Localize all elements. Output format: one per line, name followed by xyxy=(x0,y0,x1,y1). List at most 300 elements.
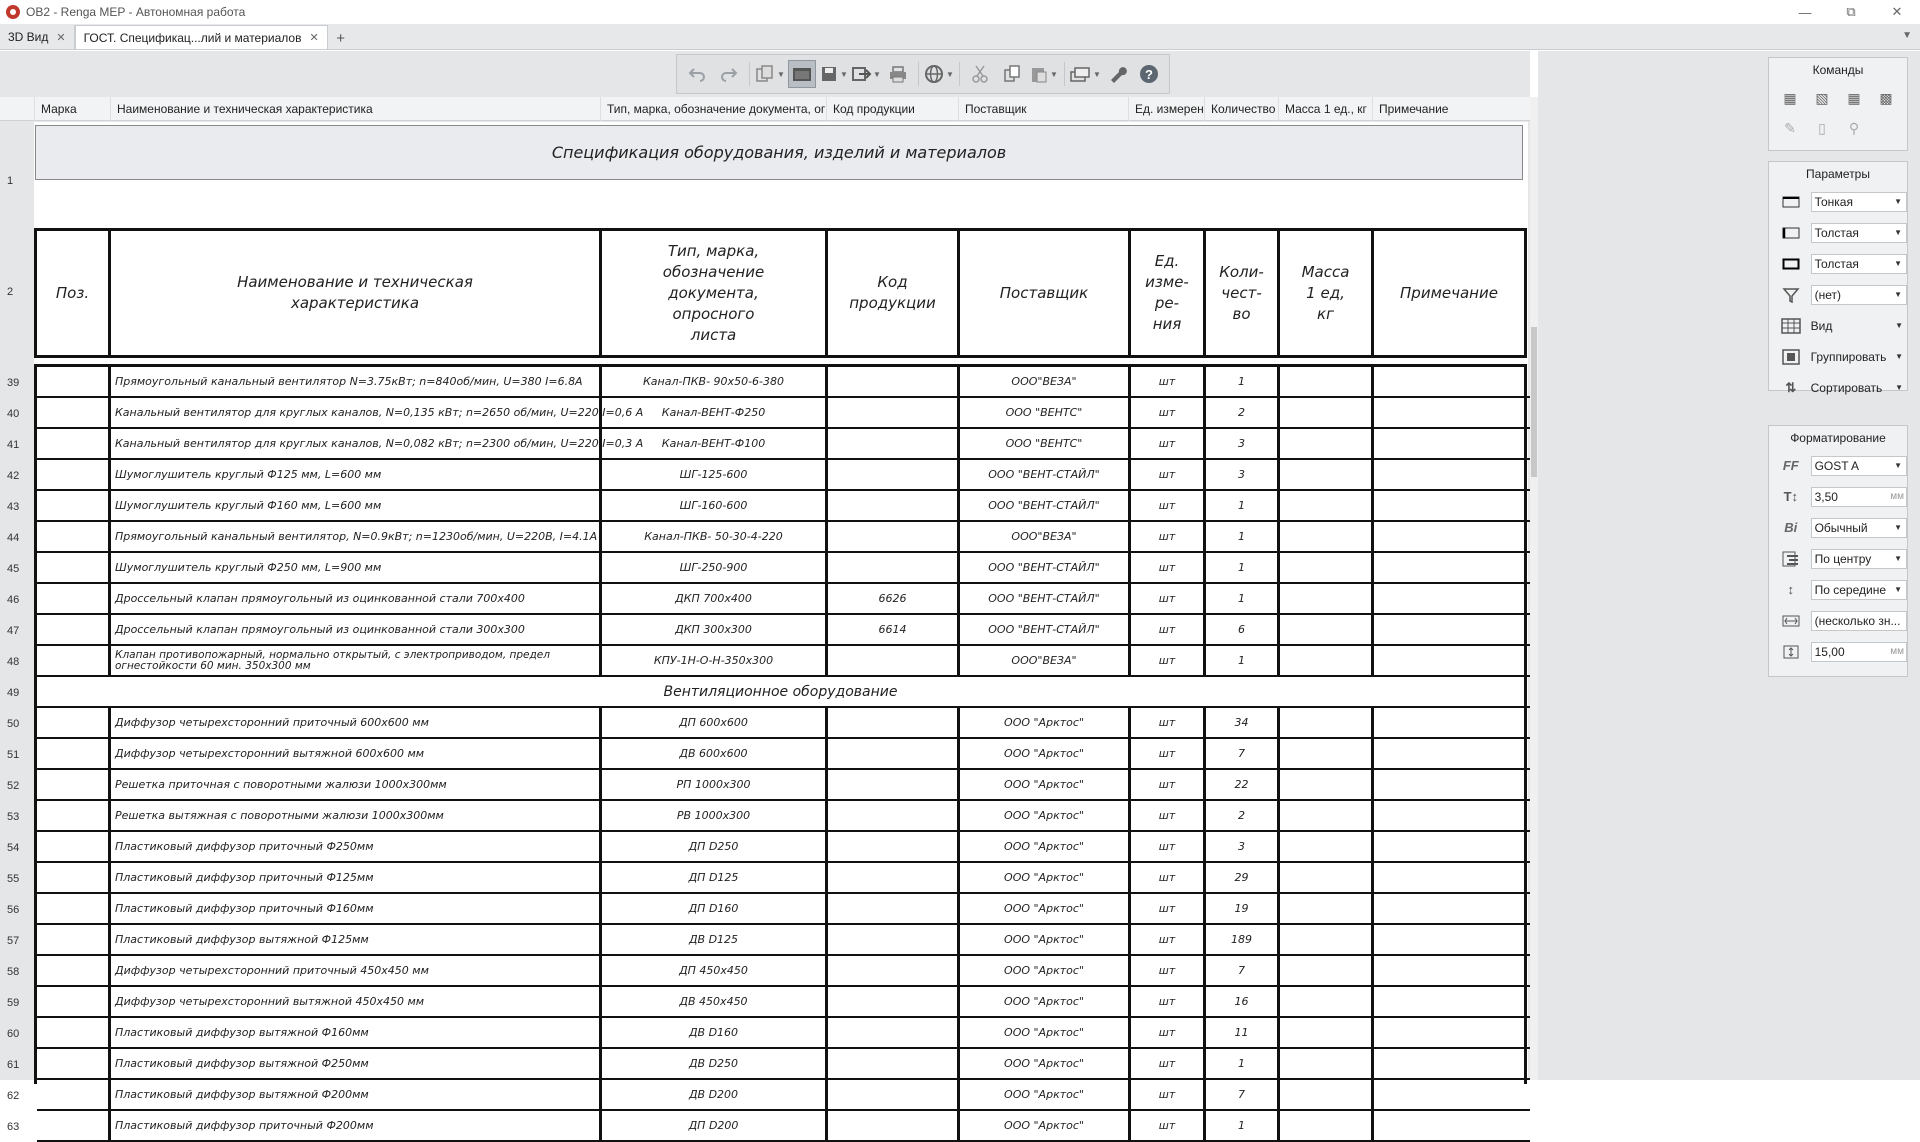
cell-name[interactable]: Диффузор четырехсторонний вытяжной 450x450 мм xyxy=(111,987,602,1016)
cell-pos[interactable] xyxy=(37,646,111,675)
cell-qty[interactable]: 19 xyxy=(1206,894,1280,923)
cell-code[interactable] xyxy=(828,429,960,458)
cell-unit[interactable]: шт xyxy=(1131,615,1206,644)
cell-qty[interactable]: 1 xyxy=(1206,584,1280,613)
cell-name[interactable]: Прямоугольный канальный вентилятор, N=0.9кВт; n=1230об/мин, U=220В, I=4.1A xyxy=(111,522,602,551)
cell-supplier[interactable]: ООО"ВЕЗА" xyxy=(960,367,1131,396)
column-header-unit[interactable]: Ед. измерен xyxy=(1128,97,1204,121)
cell-code[interactable] xyxy=(828,1018,960,1047)
cell-supplier[interactable]: ООО "Арктос" xyxy=(960,739,1131,768)
cell-pos[interactable] xyxy=(37,801,111,830)
cell-note[interactable] xyxy=(1374,770,1524,799)
cell-name[interactable]: Канальный вентилятор для круглых каналов, N=0,082 кВт; n=2300 об/мин, U=220 I=0,3 A xyxy=(111,429,602,458)
cell-mass[interactable] xyxy=(1280,1080,1374,1109)
cell-pos[interactable] xyxy=(37,1049,111,1078)
cell-unit[interactable]: шт xyxy=(1131,708,1206,737)
cell-unit[interactable]: шт xyxy=(1131,491,1206,520)
cell-mass[interactable] xyxy=(1280,739,1374,768)
cell-qty[interactable]: 1 xyxy=(1206,1111,1280,1140)
cell-name[interactable]: Пластиковый диффузор вытяжной Ф200мм xyxy=(111,1080,602,1109)
cell-type[interactable]: Канал-ВЕНТ-Ф100 xyxy=(602,429,828,458)
cell-mass[interactable] xyxy=(1280,956,1374,985)
export-icon[interactable]: ▼ xyxy=(852,60,880,88)
cell-code[interactable] xyxy=(828,894,960,923)
cell-code[interactable] xyxy=(828,956,960,985)
cell-mass[interactable] xyxy=(1280,1049,1374,1078)
cell-type[interactable]: Канал-ПКВ- 50-30-4-220 xyxy=(602,522,828,551)
cell-type[interactable]: ДВ 600x600 xyxy=(602,739,828,768)
cell-type[interactable]: ДКП 700x400 xyxy=(602,584,828,613)
header-qty[interactable]: Коли- чест- во xyxy=(1206,230,1280,356)
row-number[interactable]: 54 xyxy=(7,841,20,854)
cell-type[interactable]: ДВ D160 xyxy=(602,1018,828,1047)
cell-type[interactable]: ДВ D125 xyxy=(602,925,828,954)
paste-icon[interactable]: ▼ xyxy=(1030,60,1058,88)
cell-name[interactable]: Дроссельный клапан прямоугольный из оцинкованной стали 700x400 xyxy=(111,584,602,613)
cell-unit[interactable]: шт xyxy=(1131,1111,1206,1140)
cell-mass[interactable] xyxy=(1280,553,1374,582)
globe-icon[interactable]: ▼ xyxy=(925,60,953,88)
cell-name[interactable]: Пластиковый диффузор приточный Ф200мм xyxy=(111,1111,602,1140)
cell-mass[interactable] xyxy=(1280,367,1374,396)
cell-code[interactable] xyxy=(828,987,960,1016)
cell-supplier[interactable]: ООО "ВЕНТ-СТАЙЛ" xyxy=(960,460,1131,489)
cell-pos[interactable] xyxy=(37,584,111,613)
cell-unit[interactable]: шт xyxy=(1131,894,1206,923)
cell-qty[interactable]: 16 xyxy=(1206,987,1280,1016)
row-number[interactable]: 47 xyxy=(7,624,20,637)
cell-mass[interactable] xyxy=(1280,646,1374,675)
cell-code[interactable] xyxy=(828,739,960,768)
cell-pos[interactable] xyxy=(37,987,111,1016)
cell-type[interactable]: ШГ-160-600 xyxy=(602,491,828,520)
row-number[interactable]: 50 xyxy=(7,717,20,730)
cell-unit[interactable]: шт xyxy=(1131,770,1206,799)
cell-pos[interactable] xyxy=(37,615,111,644)
header-code[interactable]: Код продукции xyxy=(828,230,960,356)
cell-supplier[interactable]: ООО "Арктос" xyxy=(960,1049,1131,1078)
undo-icon[interactable] xyxy=(683,60,711,88)
cell-supplier[interactable]: ООО "ВЕНТС" xyxy=(960,398,1131,427)
cell-note[interactable] xyxy=(1374,801,1524,830)
cell-pos[interactable] xyxy=(37,553,111,582)
cell-note[interactable] xyxy=(1374,553,1524,582)
cell-pos[interactable] xyxy=(37,1111,111,1140)
cell-qty[interactable]: 34 xyxy=(1206,708,1280,737)
cell-code[interactable] xyxy=(828,460,960,489)
cell-code[interactable] xyxy=(828,708,960,737)
split-cells-icon[interactable]: ▩ xyxy=(1879,89,1893,106)
cell-supplier[interactable]: ООО "Арктос" xyxy=(960,770,1131,799)
cell-type[interactable]: ДП D250 xyxy=(602,832,828,861)
cell-mass[interactable] xyxy=(1280,522,1374,551)
row-number[interactable]: 46 xyxy=(7,593,20,606)
cell-mass[interactable] xyxy=(1280,894,1374,923)
cell-pos[interactable] xyxy=(37,708,111,737)
cell-pos[interactable] xyxy=(37,1080,111,1109)
wrench-icon[interactable] xyxy=(1103,60,1131,88)
cell-qty[interactable]: 6 xyxy=(1206,615,1280,644)
cell-note[interactable] xyxy=(1374,429,1524,458)
cell-unit[interactable]: шт xyxy=(1131,522,1206,551)
cell-unit[interactable]: шт xyxy=(1131,553,1206,582)
cell-supplier[interactable]: ООО "Арктос" xyxy=(960,832,1131,861)
cell-type[interactable]: ДВ D200 xyxy=(602,1080,828,1109)
cell-mass[interactable] xyxy=(1280,801,1374,830)
merge-cells-icon[interactable]: ▦ xyxy=(1847,89,1861,106)
cell-note[interactable] xyxy=(1374,1049,1524,1078)
cell-supplier[interactable]: ООО "ВЕНТ-СТАЙЛ" xyxy=(960,615,1131,644)
cell-name[interactable]: Пластиковый диффузор приточный Ф250мм xyxy=(111,832,602,861)
row-number[interactable]: 49 xyxy=(7,686,20,699)
vertical-scrollbar[interactable] xyxy=(1530,97,1538,1080)
cell-note[interactable] xyxy=(1374,615,1524,644)
cell-qty[interactable]: 1 xyxy=(1206,553,1280,582)
column-header-name[interactable]: Наименование и техническая характеристика xyxy=(110,97,600,121)
cell-type[interactable]: ДП D125 xyxy=(602,863,828,892)
row-number[interactable]: 44 xyxy=(7,531,20,544)
cell-type[interactable]: ДП D160 xyxy=(602,894,828,923)
cell-code[interactable] xyxy=(828,553,960,582)
cell-name[interactable]: Шумоглушитель круглый Ф160 мм, L=600 мм xyxy=(111,491,602,520)
column-header-type[interactable]: Тип, марка, обозначение документа, ог xyxy=(600,97,826,121)
cell-qty[interactable]: 2 xyxy=(1206,801,1280,830)
cell-pos[interactable] xyxy=(37,367,111,396)
header-mass[interactable]: Масса 1 ед, кг xyxy=(1280,230,1374,356)
wrap-input[interactable]: (несколько зн... xyxy=(1811,611,1907,631)
column-header-mass[interactable]: Масса 1 ед., кг xyxy=(1278,97,1372,121)
cut-icon[interactable] xyxy=(966,60,994,88)
cell-qty[interactable]: 1 xyxy=(1206,522,1280,551)
cell-type[interactable]: ДП 450x450 xyxy=(602,956,828,985)
cell-name[interactable]: Диффузор четырехсторонний приточный 600x600 мм xyxy=(111,708,602,737)
cell-props-icon[interactable]: ▯ xyxy=(1818,119,1826,136)
cell-code[interactable] xyxy=(828,801,960,830)
cell-type[interactable]: КПУ-1Н-О-Н-350x300 xyxy=(602,646,828,675)
cell-pos[interactable] xyxy=(37,522,111,551)
cell-code[interactable] xyxy=(828,646,960,675)
row-number[interactable]: 40 xyxy=(7,407,20,420)
cell-note[interactable] xyxy=(1374,460,1524,489)
cell-name[interactable]: Решетка приточная с поворотными жалюзи 1000x300мм xyxy=(111,770,602,799)
cell-type[interactable]: ДП D200 xyxy=(602,1111,828,1140)
cell-mass[interactable] xyxy=(1280,491,1374,520)
cell-supplier[interactable]: ООО"ВЕЗА" xyxy=(960,646,1131,675)
header-supplier[interactable]: Поставщик xyxy=(960,230,1131,356)
help-icon[interactable] xyxy=(1135,60,1163,88)
row-number[interactable]: 61 xyxy=(7,1058,20,1071)
cell-qty[interactable]: 3 xyxy=(1206,460,1280,489)
cell-note[interactable] xyxy=(1374,584,1524,613)
cell-pos[interactable] xyxy=(37,863,111,892)
header-name[interactable]: Наименование и техническая характеристика xyxy=(111,230,602,356)
insert-column-icon[interactable]: ▧ xyxy=(1815,89,1829,106)
cell-mass[interactable] xyxy=(1280,987,1374,1016)
cell-type[interactable]: ШГ-125-600 xyxy=(602,460,828,489)
cell-qty[interactable]: 189 xyxy=(1206,925,1280,954)
cell-name[interactable]: Прямоугольный канальный вентилятор N=3.75кВт; n=840об/мин, U=380 I=6.8A xyxy=(111,367,602,396)
header-pos[interactable]: Поз. xyxy=(37,230,111,356)
cell-note[interactable] xyxy=(1374,646,1524,675)
column-header-mark[interactable]: Марка xyxy=(34,97,110,121)
cell-note[interactable] xyxy=(1374,956,1524,985)
header-note[interactable]: Примечание xyxy=(1400,283,1498,302)
cell-code[interactable] xyxy=(828,1111,960,1140)
minimize-icon[interactable]: — xyxy=(1798,4,1812,20)
cell-type[interactable]: ДКП 300x300 xyxy=(602,615,828,644)
cell-note[interactable] xyxy=(1374,522,1524,551)
row-number[interactable]: 56 xyxy=(7,903,20,916)
scrollbar-thumb[interactable] xyxy=(1531,327,1537,477)
row-number[interactable]: 39 xyxy=(7,376,20,389)
copy-icon[interactable] xyxy=(998,60,1026,88)
sheet-title[interactable]: Спецификация оборудования, изделий и материалов xyxy=(35,125,1523,180)
tab-3d-view[interactable] xyxy=(0,25,75,49)
cell-type[interactable]: ДВ D250 xyxy=(602,1049,828,1078)
cell-unit[interactable]: шт xyxy=(1131,1049,1206,1078)
column-header-code[interactable]: Код продукции xyxy=(826,97,958,121)
layers-icon[interactable]: ▼ xyxy=(1071,60,1099,88)
cell-code[interactable]: 6614 xyxy=(828,615,960,644)
cell-mass[interactable] xyxy=(1280,925,1374,954)
cell-unit[interactable]: шт xyxy=(1131,987,1206,1016)
cell-mass[interactable] xyxy=(1280,770,1374,799)
cell-supplier[interactable]: ООО "Арктос" xyxy=(960,987,1131,1016)
cell-unit[interactable]: шт xyxy=(1131,1018,1206,1047)
row-number[interactable]: 2 xyxy=(7,286,14,298)
cell-name[interactable]: Дроссельный клапан прямоугольный из оцинкованной стали 300x300 xyxy=(111,615,602,644)
row-number[interactable]: 62 xyxy=(7,1089,20,1102)
row-number[interactable]: 41 xyxy=(7,438,20,451)
cell-qty[interactable]: 1 xyxy=(1206,491,1280,520)
column-header-supplier[interactable]: Поставщик xyxy=(958,97,1128,121)
cell-supplier[interactable]: ООО "ВЕНТ-СТАЙЛ" xyxy=(960,491,1131,520)
cell-note[interactable] xyxy=(1374,367,1524,396)
row-number[interactable]: 63 xyxy=(7,1120,20,1133)
row-number[interactable]: 59 xyxy=(7,996,20,1009)
cell-code[interactable] xyxy=(828,1080,960,1109)
cell-supplier[interactable]: ООО "Арктос" xyxy=(960,1111,1131,1140)
line-thin-select[interactable]: Тонкая ▼ xyxy=(1811,192,1907,212)
cell-mass[interactable] xyxy=(1280,1111,1374,1140)
edit-cell-icon[interactable]: ✎ xyxy=(1784,119,1796,136)
row-number[interactable]: 51 xyxy=(7,748,20,761)
cell-unit[interactable]: шт xyxy=(1131,739,1206,768)
cell-code[interactable] xyxy=(828,367,960,396)
close-tab-icon[interactable]: ✕ xyxy=(56,31,66,44)
cell-code[interactable] xyxy=(828,522,960,551)
cell-name[interactable]: Канальный вентилятор для круглых каналов, N=0,135 кВт; n=2650 об/мин, U=220 I=0,6 A xyxy=(111,398,602,427)
cell-name[interactable]: Шумоглушитель круглый Ф250 мм, L=900 мм xyxy=(111,553,602,582)
group-dropdown[interactable]: Группировать ▼ xyxy=(1810,349,1903,364)
cell-supplier[interactable]: ООО "Арктос" xyxy=(960,925,1131,954)
row-number[interactable]: 55 xyxy=(7,872,20,885)
cell-code[interactable] xyxy=(828,770,960,799)
cell-code[interactable] xyxy=(828,1049,960,1078)
cell-pos[interactable] xyxy=(37,770,111,799)
cell-note[interactable] xyxy=(1374,863,1524,892)
cell-pos[interactable] xyxy=(37,739,111,768)
cell-mass[interactable] xyxy=(1280,708,1374,737)
cell-unit[interactable]: шт xyxy=(1131,367,1206,396)
cell-unit[interactable]: шт xyxy=(1131,646,1206,675)
cell-pos[interactable] xyxy=(37,398,111,427)
cell-note[interactable] xyxy=(1374,987,1524,1016)
column-header-qty[interactable]: Количество xyxy=(1204,97,1278,121)
cell-pos[interactable] xyxy=(37,925,111,954)
cell-qty[interactable]: 1 xyxy=(1206,367,1280,396)
cell-note[interactable] xyxy=(1374,1018,1524,1047)
cell-pos[interactable] xyxy=(37,491,111,520)
zoom-icon[interactable]: ⚲ xyxy=(1848,119,1860,136)
cell-note[interactable] xyxy=(1374,832,1524,861)
header-type[interactable]: Тип, марка, обозначение документа, опросного листа xyxy=(602,230,828,356)
cell-type[interactable]: РП 1000x300 xyxy=(602,770,828,799)
restore-icon[interactable]: ⧉ xyxy=(1846,4,1856,19)
row-number[interactable]: 45 xyxy=(7,562,20,575)
cell-note[interactable] xyxy=(1374,398,1524,427)
insert-row-icon[interactable]: ▦ xyxy=(1783,89,1797,106)
sort-dropdown[interactable]: Сортировать ▼ xyxy=(1810,380,1903,395)
cell-unit[interactable]: шт xyxy=(1131,863,1206,892)
cell-code[interactable] xyxy=(828,925,960,954)
row-number[interactable]: 42 xyxy=(7,469,20,482)
cell-qty[interactable]: 1 xyxy=(1206,646,1280,675)
cell-supplier[interactable]: ООО "Арктос" xyxy=(960,708,1131,737)
cell-mass[interactable] xyxy=(1280,1018,1374,1047)
cell-name[interactable]: Диффузор четырехсторонний приточный 450x450 мм xyxy=(111,956,602,985)
cell-unit[interactable]: шт xyxy=(1131,832,1206,861)
row-height-input[interactable]: 15,00 мм xyxy=(1811,642,1907,662)
valign-select[interactable]: По середине ▼ xyxy=(1811,580,1907,600)
cell-supplier[interactable]: ООО "Арктос" xyxy=(960,863,1131,892)
cell-supplier[interactable]: ООО "Арктос" xyxy=(960,956,1131,985)
cell-mass[interactable] xyxy=(1280,429,1374,458)
cell-qty[interactable]: 29 xyxy=(1206,863,1280,892)
cell-type[interactable]: РВ 1000x300 xyxy=(602,801,828,830)
table-mode-icon[interactable] xyxy=(788,60,816,88)
print-icon[interactable] xyxy=(884,60,912,88)
cell-unit[interactable]: шт xyxy=(1131,925,1206,954)
font-select[interactable]: GOST A ▼ xyxy=(1811,456,1907,476)
save-icon[interactable]: ▼ xyxy=(820,60,848,88)
cell-note[interactable] xyxy=(1374,491,1524,520)
cell-note[interactable] xyxy=(1374,708,1524,737)
view-dropdown[interactable]: Вид ▼ xyxy=(1810,318,1903,333)
copy-props-icon[interactable]: ▼ xyxy=(756,60,784,88)
halign-select[interactable]: По центру ▼ xyxy=(1811,549,1907,569)
row-number[interactable]: 1 xyxy=(7,175,14,187)
filter-select[interactable]: (нет) ▼ xyxy=(1811,285,1907,305)
cell-pos[interactable] xyxy=(37,1018,111,1047)
font-style-select[interactable]: Обычный ▼ xyxy=(1811,518,1907,538)
cell-name[interactable]: Диффузор четырехсторонний вытяжной 600x600 мм xyxy=(111,739,602,768)
cell-mass[interactable] xyxy=(1280,584,1374,613)
cell-name[interactable]: Пластиковый диффузор приточный Ф125мм xyxy=(111,863,602,892)
cell-unit[interactable]: шт xyxy=(1131,1080,1206,1109)
cell-pos[interactable] xyxy=(37,460,111,489)
cell-qty[interactable]: 7 xyxy=(1206,739,1280,768)
cell-supplier[interactable]: ООО "ВЕНТС" xyxy=(960,429,1131,458)
cell-code[interactable] xyxy=(828,491,960,520)
cell-type[interactable]: Канал-ВЕНТ-Ф250 xyxy=(602,398,828,427)
cell-name[interactable]: Пластиковый диффузор приточный Ф160мм xyxy=(111,894,602,923)
row-number[interactable]: 48 xyxy=(7,655,20,668)
row-number[interactable]: 58 xyxy=(7,965,20,978)
cell-code[interactable] xyxy=(828,398,960,427)
cell-pos[interactable] xyxy=(37,956,111,985)
cell-mass[interactable] xyxy=(1280,863,1374,892)
cell-type[interactable]: ДП 600x600 xyxy=(602,708,828,737)
cell-unit[interactable]: шт xyxy=(1131,584,1206,613)
cell-qty[interactable]: 11 xyxy=(1206,1018,1280,1047)
cell-mass[interactable] xyxy=(1280,460,1374,489)
cell-note[interactable] xyxy=(1374,925,1524,954)
cell-code[interactable]: 6626 xyxy=(828,584,960,613)
cell-unit[interactable]: шт xyxy=(1131,460,1206,489)
cell-unit[interactable]: шт xyxy=(1131,429,1206,458)
tab-specification[interactable] xyxy=(75,25,328,49)
section-label[interactable]: Вентиляционное оборудование xyxy=(663,683,898,700)
tabs-dropdown-icon[interactable]: ▼ xyxy=(1902,30,1912,41)
row-number[interactable]: 43 xyxy=(7,500,20,513)
cell-note[interactable] xyxy=(1374,894,1524,923)
cell-name[interactable]: Пластиковый диффузор вытяжной Ф250мм xyxy=(111,1049,602,1078)
cell-pos[interactable] xyxy=(37,429,111,458)
cell-unit[interactable]: шт xyxy=(1131,398,1206,427)
cell-supplier[interactable]: ООО "Арктос" xyxy=(960,801,1131,830)
cell-mass[interactable] xyxy=(1280,832,1374,861)
cell-qty[interactable]: 2 xyxy=(1206,398,1280,427)
header-unit[interactable]: Ед. изме- ре- ния xyxy=(1131,230,1206,356)
cell-qty[interactable]: 1 xyxy=(1206,1049,1280,1078)
column-header-note[interactable]: Примечание xyxy=(1372,97,1528,121)
cell-name[interactable]: Решетка вытяжная с поворотными жалюзи 1000x300мм xyxy=(111,801,602,830)
cell-qty[interactable]: 7 xyxy=(1206,1080,1280,1109)
cell-name[interactable]: Клапан противопожарный, нормально открытый, с электроприводом, предел огнестойкости 60 мин. 350x300 мм xyxy=(111,646,602,675)
row-number[interactable]: 60 xyxy=(7,1027,20,1040)
row-number[interactable]: 57 xyxy=(7,934,20,947)
cell-supplier[interactable]: ООО "ВЕНТ-СТАЙЛ" xyxy=(960,584,1131,613)
add-tab-icon[interactable]: + xyxy=(336,29,346,47)
cell-name[interactable]: Пластиковый диффузор вытяжной Ф160мм xyxy=(111,1018,602,1047)
cell-type[interactable]: ДВ 450x450 xyxy=(602,987,828,1016)
font-size-input[interactable]: 3,50 мм xyxy=(1811,487,1907,507)
cell-pos[interactable] xyxy=(37,894,111,923)
row-number[interactable]: 53 xyxy=(7,810,20,823)
cell-code[interactable] xyxy=(828,832,960,861)
cell-supplier[interactable]: ООО "Арктос" xyxy=(960,894,1131,923)
cell-pos[interactable] xyxy=(37,832,111,861)
redo-icon[interactable] xyxy=(715,60,743,88)
cell-unit[interactable]: шт xyxy=(1131,956,1206,985)
cell-supplier[interactable]: ООО "Арктос" xyxy=(960,1080,1131,1109)
cell-mass[interactable] xyxy=(1280,398,1374,427)
cell-supplier[interactable]: ООО"ВЕЗА" xyxy=(960,522,1131,551)
cell-code[interactable] xyxy=(828,863,960,892)
row-number[interactable]: 52 xyxy=(7,779,20,792)
cell-note[interactable] xyxy=(1374,1111,1524,1140)
cell-type[interactable]: ШГ-250-900 xyxy=(602,553,828,582)
cell-note[interactable] xyxy=(1374,739,1524,768)
cell-unit[interactable]: шт xyxy=(1131,801,1206,830)
border-thick-select[interactable]: Толстая ▼ xyxy=(1811,254,1907,274)
cell-note[interactable] xyxy=(1374,1080,1524,1109)
cell-qty[interactable]: 3 xyxy=(1206,429,1280,458)
close-icon[interactable]: ✕ xyxy=(1891,4,1903,19)
cell-name[interactable]: Пластиковый диффузор вытяжной Ф125мм xyxy=(111,925,602,954)
close-tab-icon[interactable]: ✕ xyxy=(309,32,319,44)
